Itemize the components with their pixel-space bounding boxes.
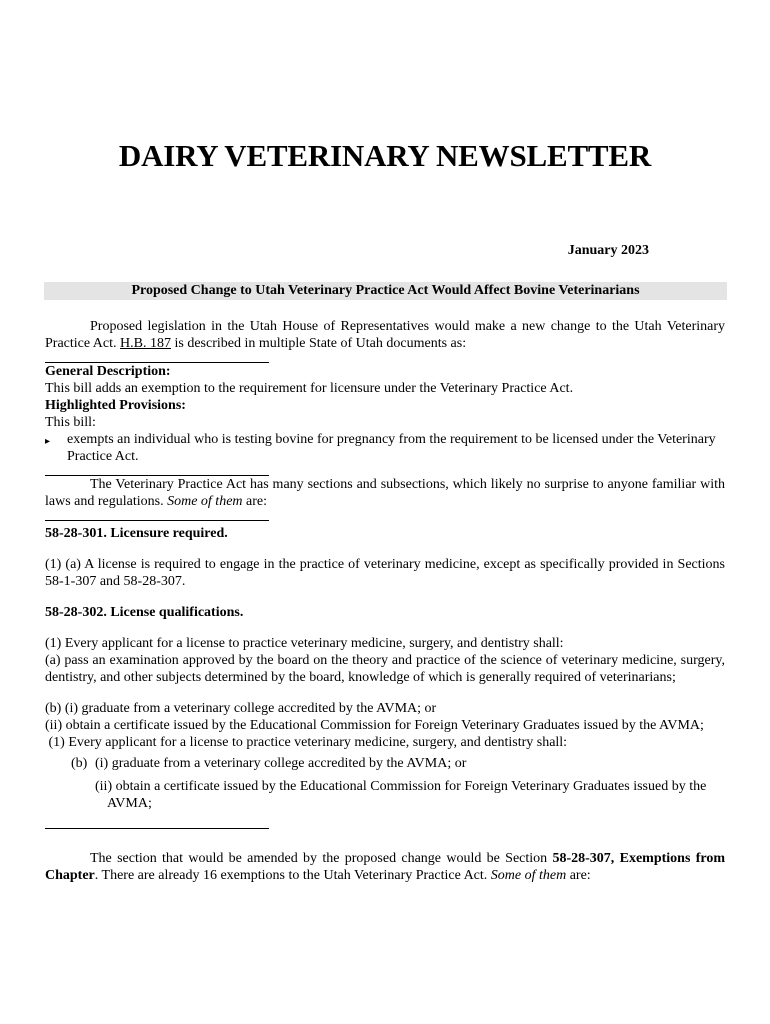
intro-paragraph (45, 318, 725, 352)
sections-intro-italic: Some of them (167, 494, 243, 509)
highlighted-provisions-lead: This bill: (45, 415, 96, 430)
section-302-line-3: (b) (i) graduate from a veterinary college accredited by the AVMA; or (45, 701, 437, 716)
hb-187-link[interactable]: H.B. 187 (120, 336, 171, 351)
sub-b-label: (b) (71, 756, 88, 771)
article-headline-banner: Proposed Change to Utah Veterinary Practice Act Would Affect Bovine Veterinarians (44, 282, 727, 300)
closing-paragraph (45, 850, 725, 884)
separator-rule (45, 465, 269, 476)
general-description-text: This bill adds an exemption to the requirement for licensure under the Veterinary Practice Act. (45, 381, 574, 396)
section-302-sub-b (71, 755, 725, 772)
intro-text: Proposed legislation in the Utah House of Representatives would make a new change to the Utah Veterinary Practice Act. (45, 319, 725, 351)
closing-text-1: The section that would be amended by the proposed change would be Section (90, 851, 553, 866)
closing-text-3: are: (566, 868, 591, 883)
sub-b-text: (i) graduate from a veterinary college accredited by the AVMA; or (95, 756, 467, 771)
section-301-text: (1) (a) A license is required to engage in the practice of veterinary medicine, except as specifically provided in Sections 58-1-307 and 58-28-307. (45, 557, 725, 589)
section-302-line-5: (1) Every applicant for a license to practice veterinary medicine, surgery, and dentistry shall: (45, 735, 568, 750)
triangle-bullet-icon: ▸ (45, 436, 51, 447)
section-302-sub-ii: (ii) obtain a certificate issued by the Educational Commission for Foreign Veterinary Graduates issued by the AVMA; (95, 779, 707, 811)
issue-date: January 2023 (567, 243, 649, 258)
section-302-line-4: (ii) obtain a certificate issued by the Educational Commission for Foreign Veterinary Graduates issued by the AVMA; (45, 718, 704, 733)
closing-section-ref: 58-28-307, Exemptions from Chapter (45, 851, 726, 883)
intro-text-end: is described in multiple State of Utah documents as: (170, 336, 467, 351)
section-302-heading: 58-28-302. License qualifications. (45, 605, 244, 620)
newsletter-title: DAIRY VETERINARY NEWSLETTER (118, 138, 652, 173)
separator-rule (45, 510, 269, 521)
section-301-heading: 58-28-301. Licensure required. (45, 526, 228, 541)
section-302-line-2: (a) pass an examination approved by the board on the theory and practice of the science of veterinary medicine, surgery, dentistry, and other subjects determined by the board, knowledge of which is generally required of veterinarians; (45, 653, 725, 685)
closing-italic: Some of them (490, 868, 567, 883)
separator-rule (45, 352, 269, 363)
sections-intro-paragraph (45, 476, 725, 510)
section-302-line-1: (1) Every applicant for a license to practice veterinary medicine, surgery, and dentistry shall: (45, 636, 564, 651)
general-description-heading: General Description: (45, 364, 171, 379)
highlighted-provisions-heading: Highlighted Provisions: (45, 398, 186, 413)
sections-intro-text: The Veterinary Practice Act has many sections and subsections, which likely no surprise to anyone familiar with laws and regulations. (45, 477, 725, 509)
provision-bullet-text: exempts an individual who is testing bovine for pregnancy from the requirement to be licensed under the Veterinary Practice Act. (67, 432, 716, 464)
provision-bullet-item (45, 431, 725, 465)
closing-text-2: . There are already 16 exemptions to the Utah Veterinary Practice Act. (94, 868, 491, 883)
article-body (45, 318, 725, 884)
sections-intro-end: are: (242, 494, 268, 509)
separator-rule (45, 818, 269, 829)
